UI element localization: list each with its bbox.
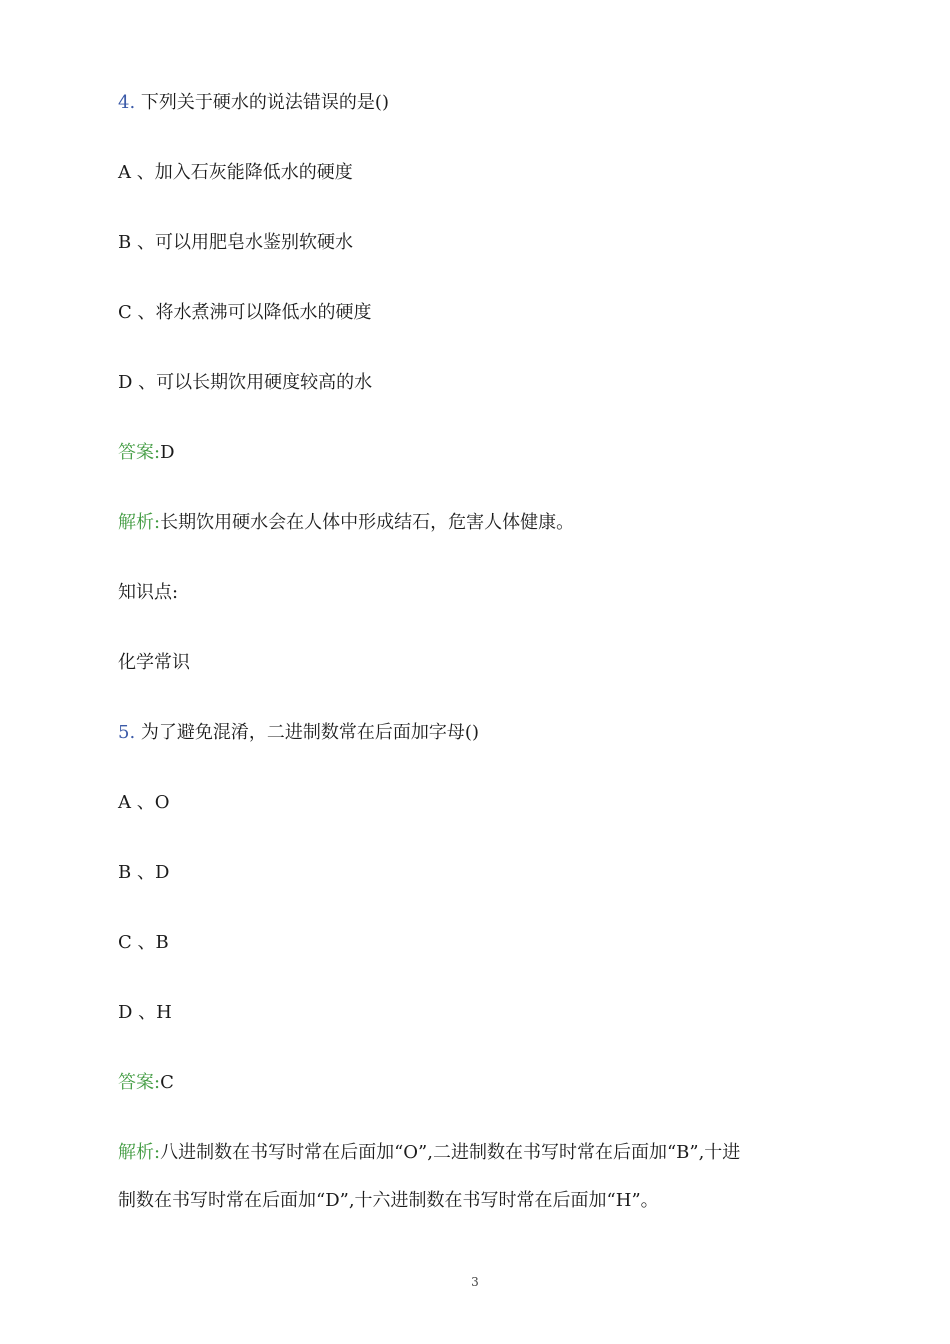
question-4-stem (118, 91, 838, 115)
question-text: 为了避免混淆，二进制数常在后面加字母() (140, 722, 479, 743)
explanation-text: 长期饮用硬水会在人体中形成结石，危害人体健康。 (160, 512, 575, 533)
answer-label: 答案: (118, 442, 161, 463)
question-4-option-d: D 、可以长期饮用硬度较高的水 (118, 372, 373, 393)
question-5-option-d: D 、H (118, 1002, 172, 1023)
explanation-text: 八进制数在书写时常在后面加“O”,二进制数在书写时常在后面加“B”,十进 (160, 1142, 741, 1163)
question-number-dot: . (129, 722, 136, 743)
question-text: 下列关于硬水的说法错误的是() (140, 92, 389, 113)
question-5-option-a: A 、O (118, 792, 170, 813)
question-4-option-c: C 、将水煮沸可以降低水的硬度 (118, 302, 372, 323)
question-number-dot: . (129, 92, 136, 113)
page-number: 3 (471, 1275, 479, 1289)
question-5-option-b: B 、D (118, 862, 170, 883)
answer-label: 答案: (118, 1072, 161, 1093)
question-4-option-a: A 、加入石灰能降低水的硬度 (118, 162, 353, 183)
question-4-explanation (118, 511, 838, 535)
answer-value: C (160, 1072, 174, 1093)
question-5-explanation-line-1 (118, 1141, 838, 1165)
question-number: 5 (118, 722, 130, 743)
question-5-stem (118, 721, 838, 745)
explanation-label: 解析: (118, 1142, 161, 1163)
question-4-knowledge-label: 知识点: (118, 582, 179, 603)
question-4-knowledge-value: 化学常识 (118, 652, 190, 673)
question-4-option-b: B 、可以用肥皂水鉴别软硬水 (118, 232, 353, 253)
question-4-answer (118, 441, 838, 465)
answer-value: D (160, 442, 175, 463)
question-number: 4 (118, 92, 130, 113)
question-5-answer (118, 1071, 838, 1095)
explanation-label: 解析: (118, 512, 161, 533)
question-5-option-c: C 、B (118, 932, 169, 953)
question-5-explanation-line-2: 制数在书写时常在后面加“D”,十六进制数在书写时常在后面加“H”。 (118, 1190, 659, 1211)
